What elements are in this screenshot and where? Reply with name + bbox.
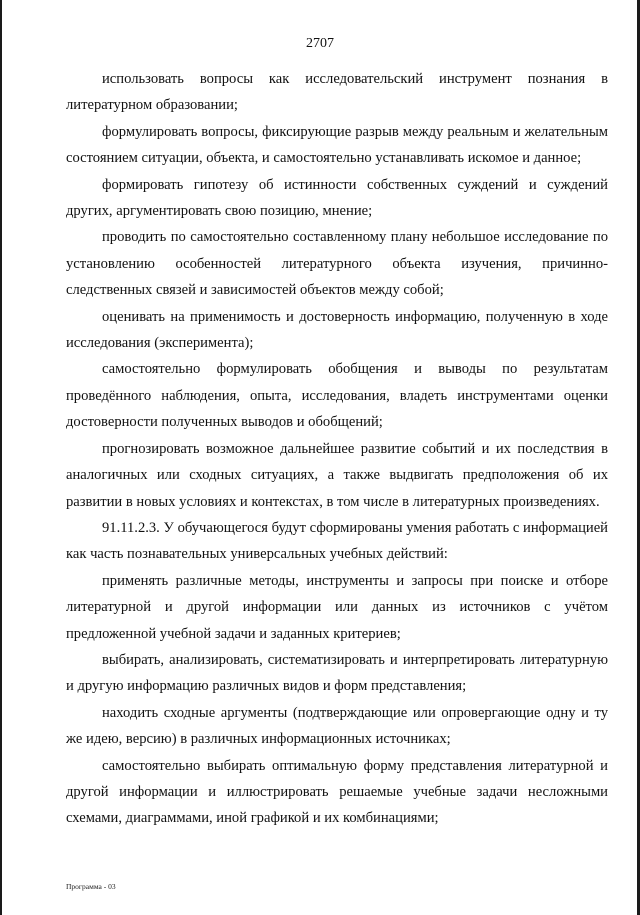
- paragraph: формировать гипотезу об истинности собственных суждений и суждений других, аргументировать свою позицию, мнение;: [66, 176, 608, 220]
- section-paragraph: 91.11.2.3. У обучающегося будут сформированы умения работать с информацией как часть познавательных универсальных учебных действий:: [66, 519, 608, 563]
- paragraph: находить сходные аргументы (подтверждающие или опровергающие одну и ту же идею, версию) в различных информационных источниках;: [66, 704, 608, 748]
- paragraph: самостоятельно формулировать обобщения и выводы по результатам проведённого наблюдения, опыта, исследования, владеть инструментами оценки достоверности полученных выводов и обобщений;: [66, 361, 608, 431]
- paragraph: прогнозировать возможное дальнейшее развитие событий и их последствия в аналогичных или сходных ситуациях, а также выдвигать предположения об их развитии в новых условиях и контекстах, в том числе в литературных произведениях.: [66, 440, 608, 510]
- paragraph: самостоятельно выбирать оптимальную форму представления литературной и другой информации и иллюстрировать решаемые учебные задачи несложными схемами, диаграммами, иной графикой и их комбинациями;: [66, 757, 608, 827]
- footer-label: Программа - 03: [66, 882, 116, 891]
- body-text: [66, 66, 608, 832]
- paragraph: проводить по самостоятельно составленному плану небольшое исследование по установлению особенностей литературного объекта изучения, причинно-следственных связей и зависимостей объектов между собой;: [66, 229, 608, 299]
- paragraph: выбирать, анализировать, систематизировать и интерпретировать литературную и другую информацию различных видов и форм представления;: [66, 651, 608, 695]
- paragraph: формулировать вопросы, фиксирующие разрыв между реальным и желательным состоянием ситуации, объекта, и самостоятельно устанавливать искомое и данное;: [66, 123, 608, 167]
- paragraph: оценивать на применимость и достоверность информацию, полученную в ходе исследования (эксперимента);: [66, 308, 608, 352]
- paragraph: использовать вопросы как исследовательский инструмент познания в литературном образовании;: [66, 71, 608, 114]
- page-number: 2707: [306, 36, 334, 51]
- paragraph: применять различные методы, инструменты и запросы при поиске и отборе литературной и другой информации или данных из источников с учётом предложенной учебной задачи и заданных критериев;: [66, 572, 608, 642]
- scan-edge-left: [0, 0, 2, 915]
